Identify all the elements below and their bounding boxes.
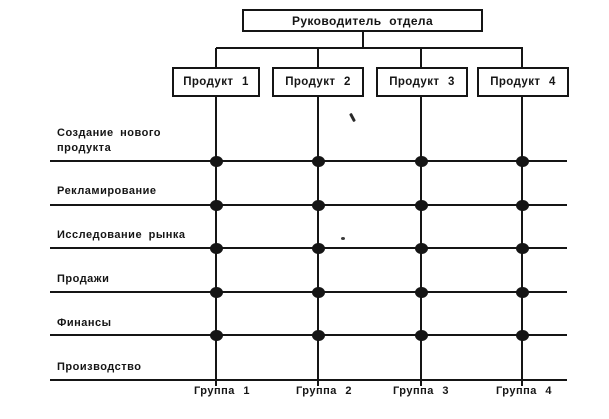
- column-line-group-4: [521, 96, 523, 386]
- group-label-1: Группа 1: [193, 385, 251, 397]
- function-label-market-research: Исследование рынка: [57, 229, 186, 241]
- matrix-node-dot: [415, 330, 428, 341]
- connector-horizontal-line: [216, 47, 523, 49]
- function-label-sales: Продажи: [57, 273, 110, 285]
- matrix-node-dot: [415, 156, 428, 167]
- group-label-2: Группа 2: [295, 385, 353, 397]
- product-box-3: [376, 67, 468, 97]
- matrix-node-dot: [415, 243, 428, 254]
- function-label-production: Производство: [57, 361, 142, 373]
- connector-stub-product-3: [420, 48, 422, 68]
- column-line-group-2: [317, 96, 319, 386]
- matrix-node-dot: [516, 287, 529, 298]
- row-line-production: [50, 379, 567, 381]
- matrix-node-dot: [210, 243, 223, 254]
- product-4-label: Продукт 4: [490, 76, 556, 88]
- function-label-new-product-line2: продукта: [57, 142, 112, 154]
- row-line-finance: [50, 334, 567, 336]
- group-label-3: Группа 3: [392, 385, 450, 397]
- matrix-node-dot: [516, 200, 529, 211]
- row-line-sales: [50, 291, 567, 293]
- group-label-4: Группа 4: [495, 385, 553, 397]
- column-line-group-1: [215, 96, 217, 386]
- matrix-node-dot: [210, 200, 223, 211]
- matrix-node-dot: [210, 156, 223, 167]
- function-label-finance: Финансы: [57, 317, 112, 329]
- matrix-node-dot: [415, 287, 428, 298]
- matrix-node-dot: [516, 330, 529, 341]
- product-3-label: Продукт 3: [389, 76, 455, 88]
- matrix-node-dot: [210, 330, 223, 341]
- matrix-node-dot: [516, 156, 529, 167]
- row-line-advertising: [50, 204, 567, 206]
- row-line-new-product: [50, 160, 567, 162]
- scan-artifact-tick: [349, 113, 356, 122]
- column-line-group-3: [420, 96, 422, 386]
- matrix-node-dot: [516, 243, 529, 254]
- matrix-node-dot: [312, 243, 325, 254]
- matrix-node-dot: [312, 200, 325, 211]
- connector-stub-product-4: [521, 48, 523, 68]
- matrix-node-dot: [312, 330, 325, 341]
- matrix-node-dot: [312, 287, 325, 298]
- function-label-advertising: Рекламирование: [57, 185, 157, 197]
- product-box-1: [172, 67, 260, 97]
- matrix-node-dot: [210, 287, 223, 298]
- department-head-box: [242, 9, 483, 32]
- product-2-label: Продукт 2: [285, 76, 351, 88]
- connector-stub-product-1: [215, 48, 217, 68]
- product-1-label: Продукт 1: [183, 76, 249, 88]
- row-line-market-research: [50, 247, 567, 249]
- product-box-2: [272, 67, 364, 97]
- scan-artifact-dot: [341, 237, 345, 240]
- matrix-node-dot: [415, 200, 428, 211]
- product-box-4: [477, 67, 569, 97]
- department-head-label: Руководитель отдела: [291, 13, 434, 28]
- connector-stub-product-2: [317, 48, 319, 68]
- function-label-new-product-line1: Создание нового: [57, 127, 162, 139]
- matrix-node-dot: [312, 156, 325, 167]
